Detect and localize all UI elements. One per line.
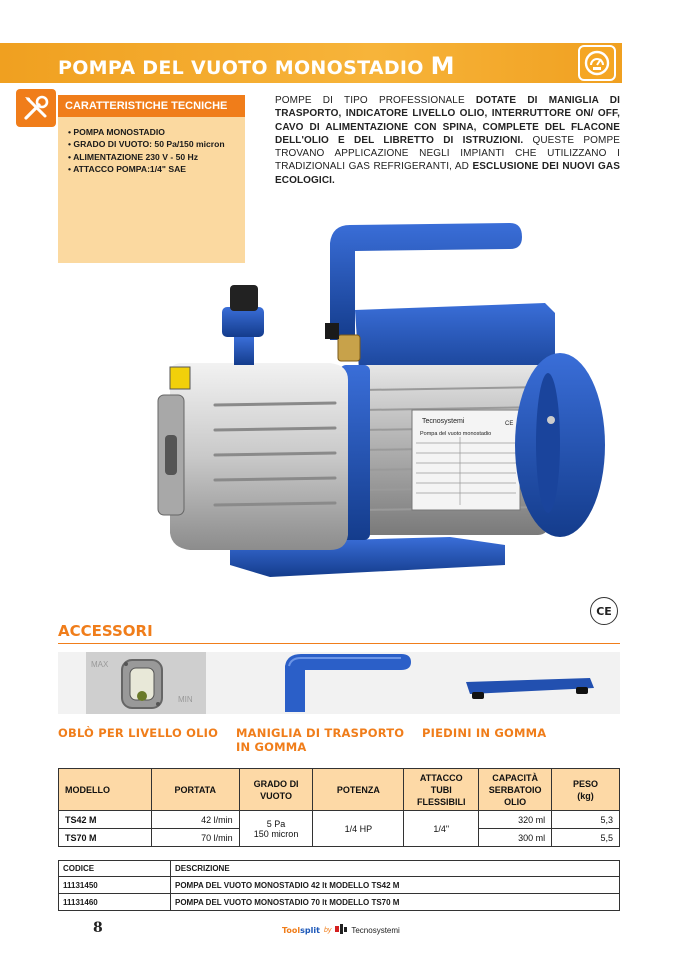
carrying-handle-image xyxy=(283,652,413,714)
spec-item: • GRADO DI VUOTO: 50 Pa/150 micron xyxy=(68,139,225,150)
table-row xyxy=(59,811,620,829)
col-potenza: POTENZA xyxy=(313,769,404,811)
col-codice: CODICE xyxy=(59,861,171,877)
cell-capacita: 320 ml xyxy=(479,811,552,829)
cell-portata: 70 l/min xyxy=(151,829,239,847)
logo-by: by xyxy=(323,926,332,934)
cell-modello: TS70 M xyxy=(59,829,152,847)
accessory-label-oil-glass: OBLÒ PER LIVELLO OLIO xyxy=(58,726,219,740)
col-peso: PESO (kg) xyxy=(552,769,620,811)
spec-item: • ALIMENTAZIONE 230 V - 50 Hz xyxy=(68,151,199,162)
accessory-label-handle: MANIGLIA DI TRASPORTO IN GOMMA xyxy=(236,726,405,754)
specs-title: CARATTERISTICHE TECNICHE xyxy=(58,95,245,117)
toolsplit-logo: Toolsplit xyxy=(282,925,320,935)
accessories-images xyxy=(58,652,620,714)
product-description: POMPE DI TIPO PROFESSIONALE DOTATE DI MANIGLIA DI TRASPORTO, INDICATORE LIVELLO OLIO, INTERRUTTORE ON/ OFF, CAVO DI ALIMENTAZIONE CON SPINA, COMPLETE DEL FLACONE DELL'OLIO E DEL LIBRETTO DI ISTRUZIONI. QUESTE POMPE TROVANO APPLICAZIONE NEGLI IMPIANTI CHE UTILIZZANO I TRADIZIONALI GAS REFRIGERANTI, AD ESCLUSIONE DEI NUOVI GAS ECOLOGICI. xyxy=(275,95,621,186)
svg-text:MAX: MAX xyxy=(91,660,109,669)
svg-text:Pompa del vuoto monostadio: Pompa del vuoto monostadio xyxy=(420,431,492,437)
col-capacita: CAPACITÀ SERBATOIO OLIO xyxy=(479,769,552,811)
page-title-main: POMPA DEL VUOTO MONOSTADIO xyxy=(58,57,424,79)
cell-peso: 5,5 xyxy=(552,829,620,847)
page-number: 8 xyxy=(93,920,103,936)
vacuum-pump-image xyxy=(150,215,620,615)
cell-peso: 5,3 xyxy=(552,811,620,829)
accessories-rule xyxy=(58,643,620,644)
rubber-feet-image xyxy=(458,652,598,714)
tecnosystemi-logo-icon xyxy=(335,924,347,936)
refrigerant-gauge-icon xyxy=(578,45,616,81)
svg-text:Tecnosystemi: Tecnosystemi xyxy=(422,418,465,425)
col-descrizione: DESCRIZIONE xyxy=(171,861,620,877)
cell-descrizione: POMPA DEL VUOTO MONOSTADIO 70 lt MODELLO TS70 M xyxy=(171,894,620,911)
models-table xyxy=(58,768,620,847)
page-title xyxy=(58,52,455,80)
oil-sight-glass-image xyxy=(86,652,206,714)
cell-codice: 11131460 xyxy=(59,894,171,911)
spec-item: • ATTACCO POMPA:1/4" SAE xyxy=(68,164,187,175)
cell-capacita: 300 ml xyxy=(479,829,552,847)
cell-grado: 5 Pa 150 micron xyxy=(239,811,313,847)
cell-descrizione: POMPA DEL VUOTO MONOSTADIO 42 lt MODELLO TS42 M xyxy=(171,877,620,894)
codes-header-row xyxy=(59,861,620,877)
svg-text:CE: CE xyxy=(505,421,514,427)
table-header-row xyxy=(59,769,620,811)
cell-attacco: 1/4" xyxy=(404,811,479,847)
table-row xyxy=(59,894,620,911)
cell-portata: 42 l/min xyxy=(151,811,239,829)
table-row xyxy=(59,877,620,894)
spec-item: • POMPA MONOSTADIO xyxy=(68,127,165,137)
cell-modello: TS42 M xyxy=(59,811,152,829)
specs-list xyxy=(58,117,245,176)
cell-potenza: 1/4 HP xyxy=(313,811,404,847)
col-grado: GRADO DI VUOTO xyxy=(239,769,313,811)
col-portata: PORTATA xyxy=(151,769,239,811)
tecnosystemi-logo: Tecnosystemi xyxy=(351,925,400,935)
col-attacco: ATTACCO TUBI FLESSIBILI xyxy=(404,769,479,811)
cell-codice: 11131450 xyxy=(59,877,171,894)
codes-table xyxy=(58,860,620,911)
accessories-title: ACCESSORI xyxy=(58,622,153,640)
col-modello: MODELLO xyxy=(59,769,152,811)
svg-text:MIN: MIN xyxy=(178,695,193,704)
ce-mark: CE xyxy=(590,597,618,625)
page-title-suffix: M xyxy=(430,52,455,80)
footer-logos xyxy=(282,924,400,936)
accessory-label-feet: PIEDINI IN GOMMA xyxy=(422,726,547,740)
tools-icon xyxy=(16,89,56,127)
